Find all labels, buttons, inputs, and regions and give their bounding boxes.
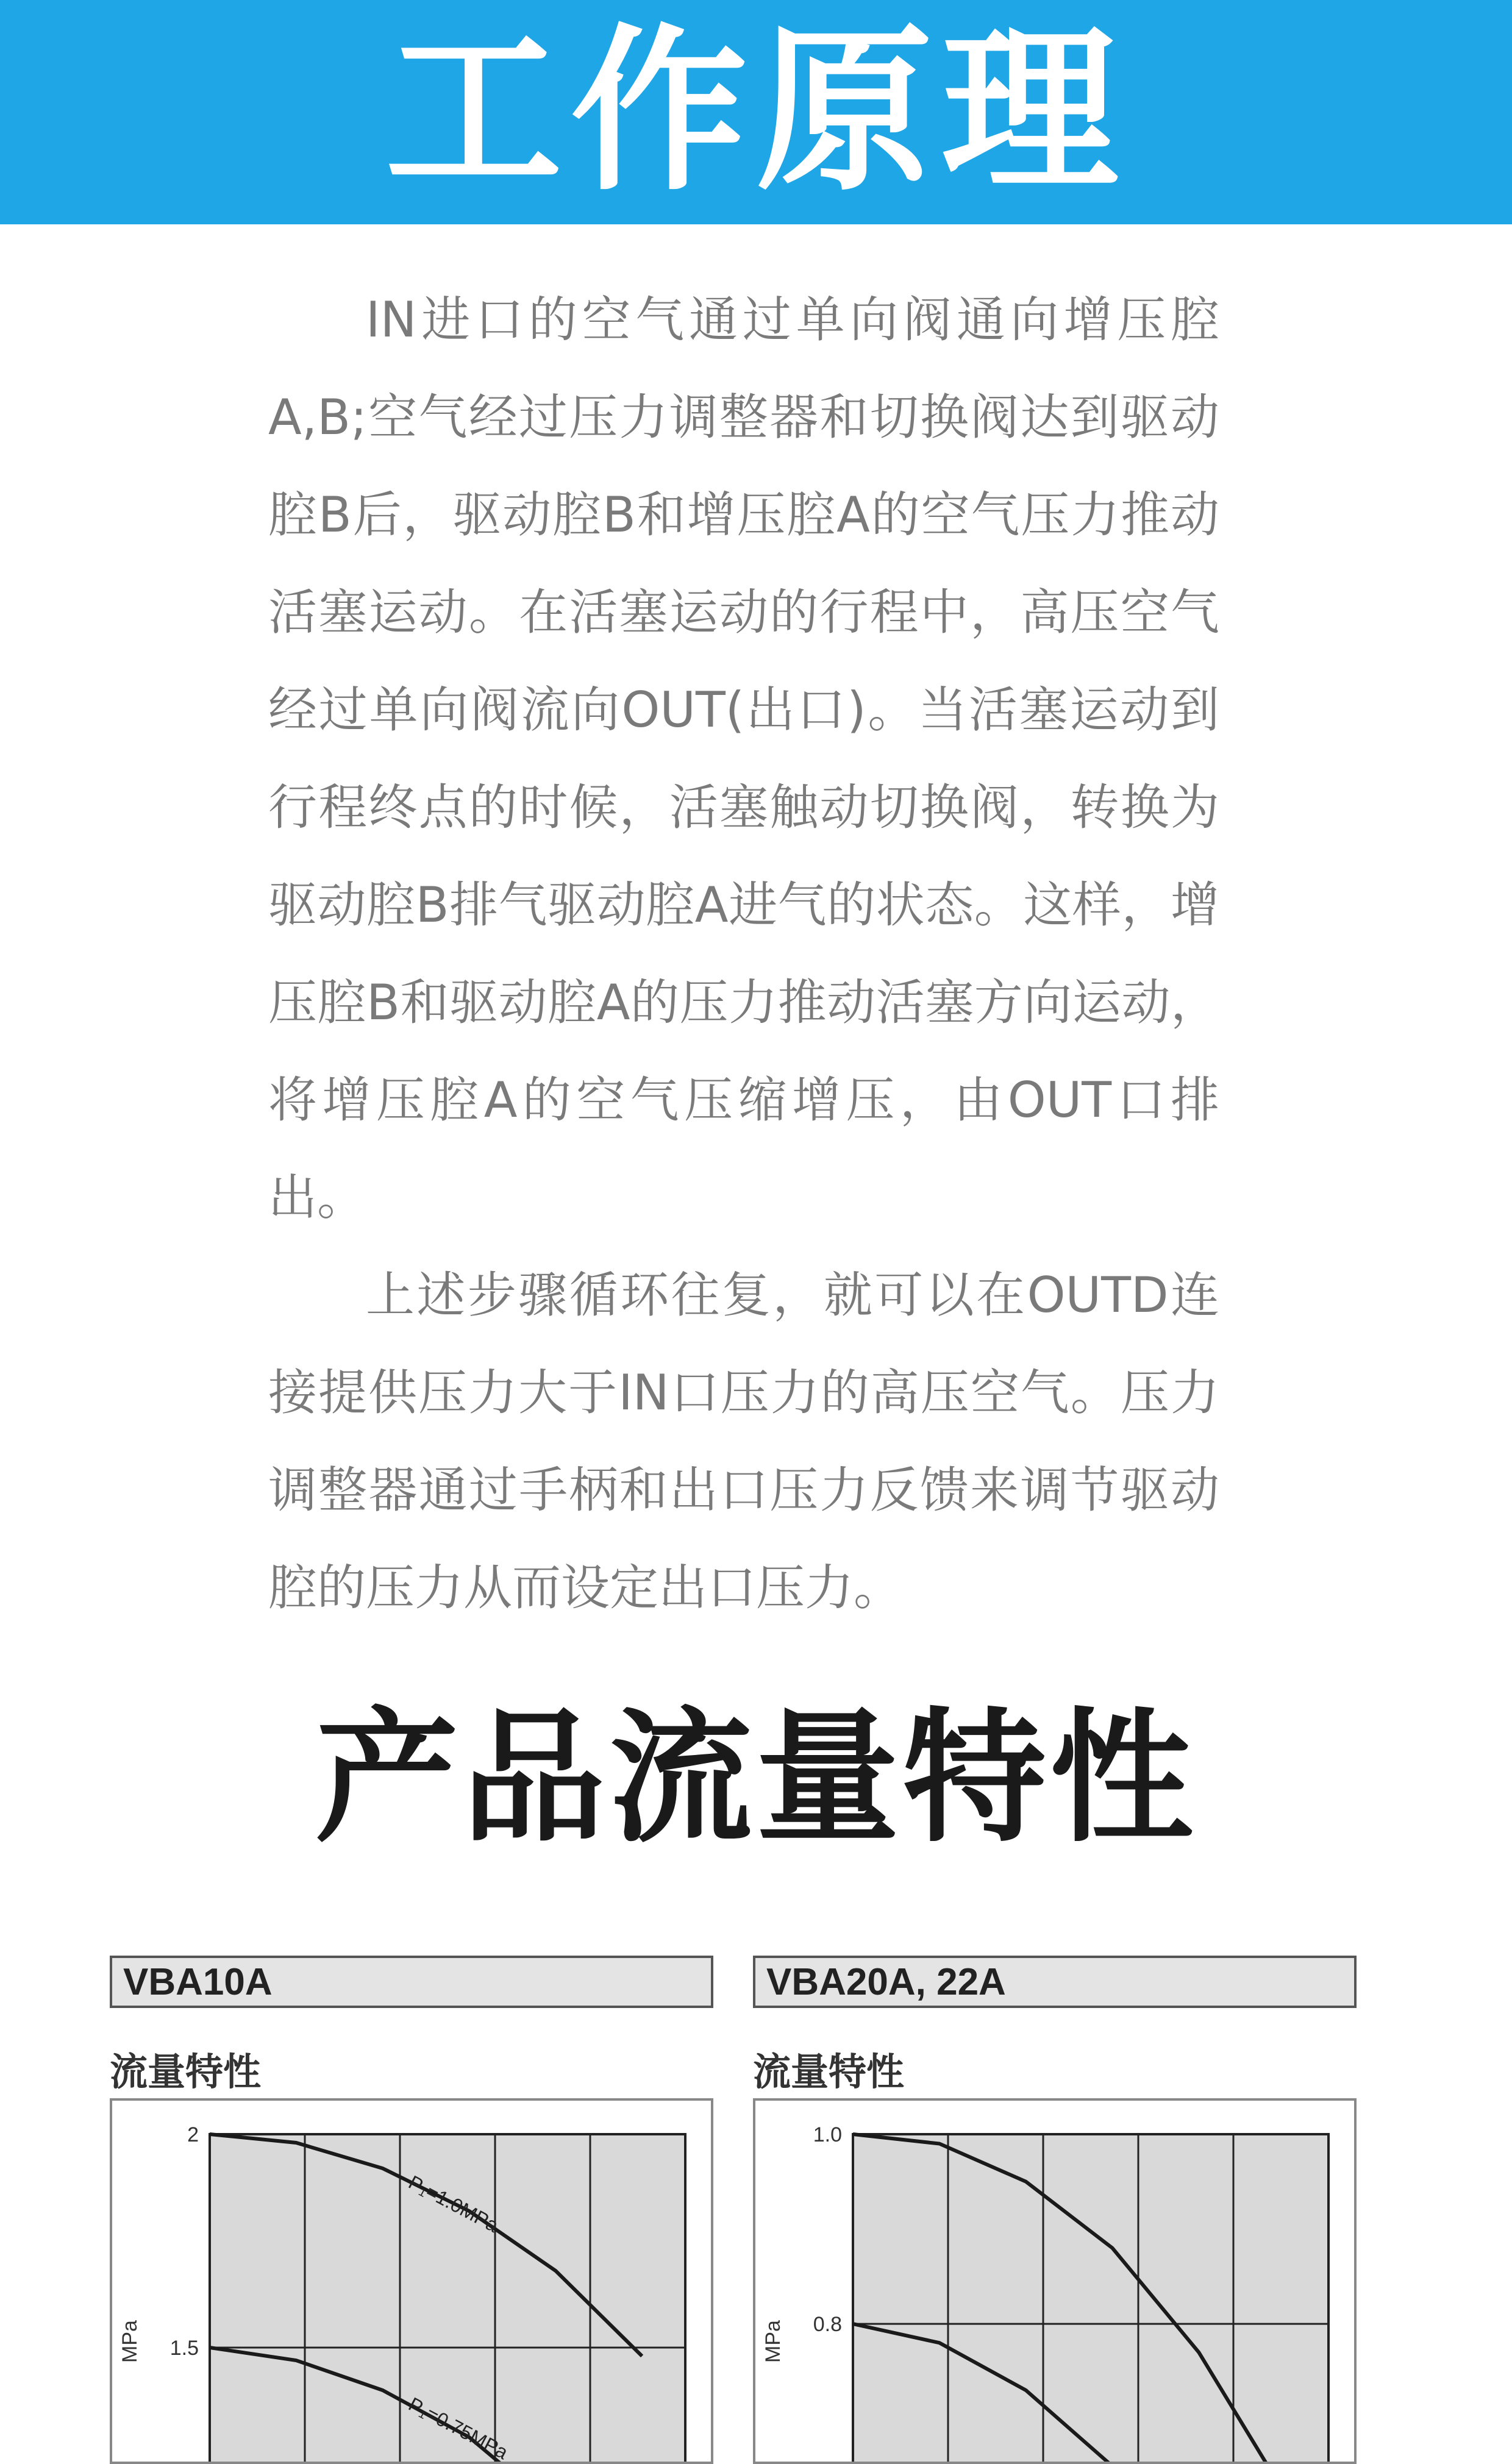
y-axis-label: MPa [118, 2320, 141, 2363]
paragraph: IN进口的空气通过单向阀通向增压腔A,B;空气经过压力调整器和切换阀达到驱动腔B后，驱动腔B和增压腔A的空气压力推动活塞运动。在活塞运动的行程中，高压空气经过单向阀流向OUT(出口)。当活塞运动到行程终点的时候，活塞触动切换阀，转换为驱动腔B排气驱动腔A进气的状态。这样，增压腔B和驱动腔A的压力推动活塞方向运动，将增压腔A的空气压缩增压，由OUT口排出。 [268, 291, 1219, 1226]
chart-panel-vba20a [753, 1956, 1357, 2464]
series-label: P₁=0.75MPa [405, 2393, 512, 2464]
chart-frame [753, 2098, 1357, 2464]
banner-title: 工作原理 [385, 9, 1127, 215]
y-tick-label: 2 [187, 2123, 199, 2146]
series-label: P₁=1.0MPa [405, 2171, 502, 2237]
title-banner [0, 0, 1512, 224]
y-tick-label: 1.0 [813, 2123, 842, 2146]
chart-frame [110, 2098, 713, 2464]
chart-heading: 流量特性 [753, 2049, 905, 2094]
model-label: VBA20A, 22A [753, 1956, 1357, 2008]
section-title: 产品流量特性 [315, 1695, 1197, 1862]
flow-chart [112, 2101, 713, 2464]
y-axis-label: MPa [761, 2320, 785, 2363]
model-label: VBA10A [110, 1956, 713, 2008]
plot-area [853, 2134, 1328, 2464]
paragraph: 上述步骤循环往复，就可以在OUTD连接提供压力大于IN口压力的高压空气。压力调整器通过手柄和出口压力反馈来调节驱动腔的压力从而设定出口压力。 [268, 1267, 1219, 1616]
chart-heading: 流量特性 [110, 2049, 262, 2094]
flow-chart [755, 2101, 1357, 2464]
y-tick-label: 0.8 [813, 2313, 842, 2337]
chart-panel-vba10a [110, 1956, 713, 2464]
y-tick-label: 1.5 [169, 2337, 199, 2360]
description-text [268, 271, 1219, 1637]
